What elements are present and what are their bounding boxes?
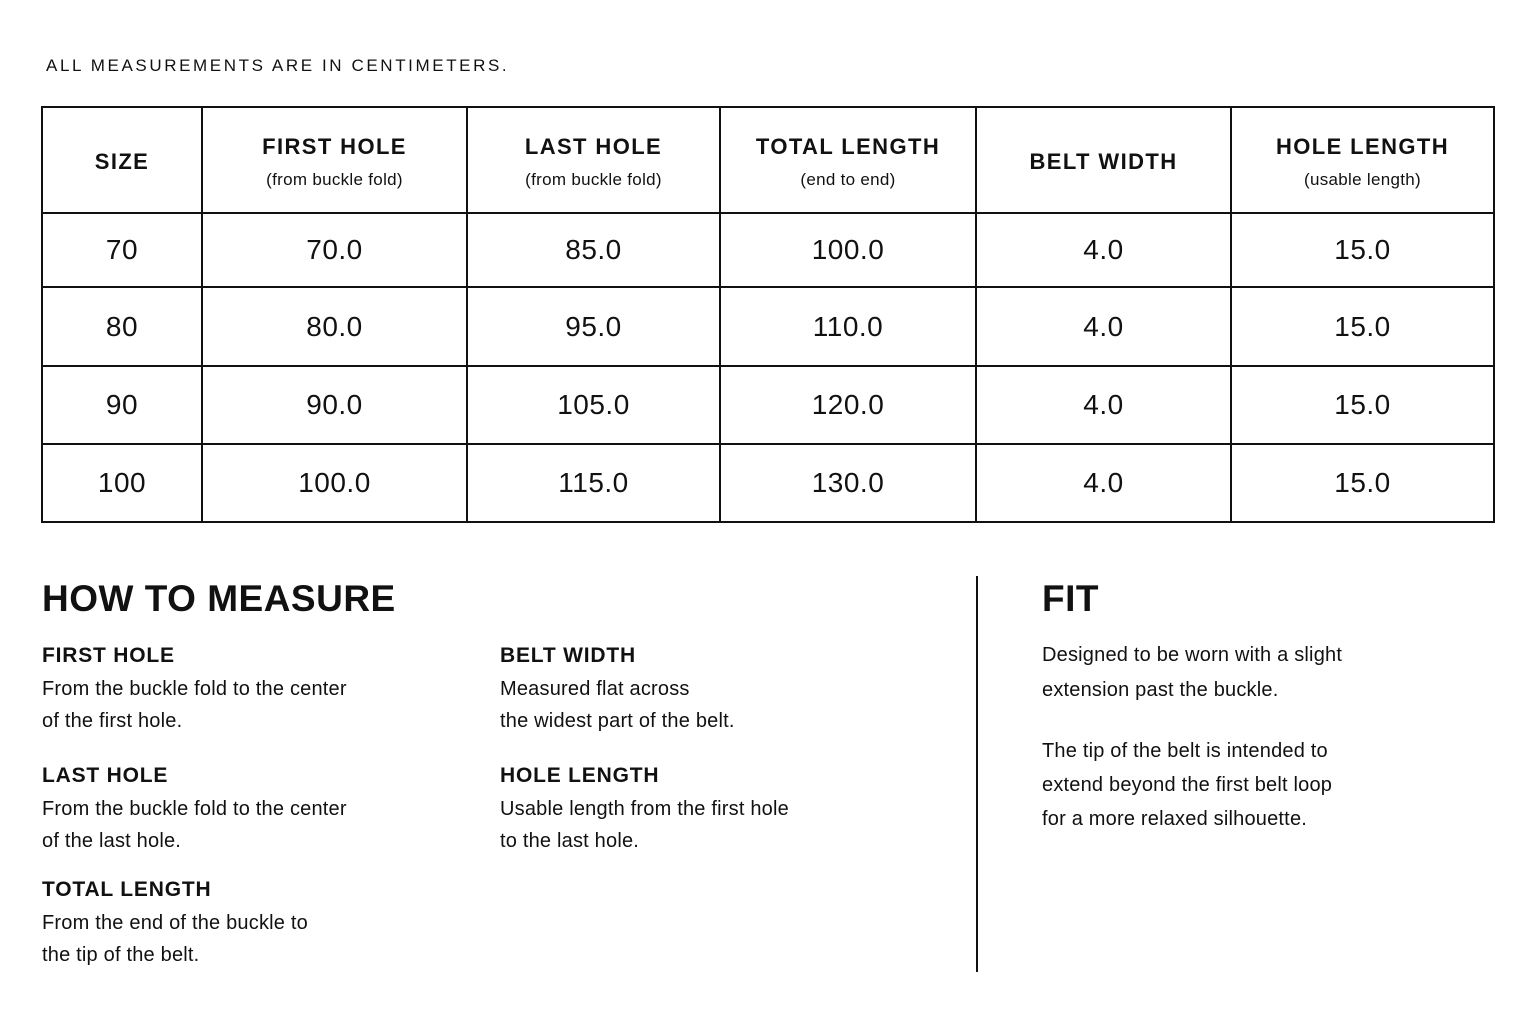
measure-description: From the buckle fold to the center of the last hole.	[42, 798, 347, 852]
table-row	[42, 444, 1494, 522]
measure-last-hole	[42, 763, 462, 857]
measure-hole-length	[500, 763, 920, 857]
header-label: HOLE LENGTH	[1275, 134, 1450, 159]
cell-last-hole: 115.0	[467, 444, 720, 522]
measure-description: Usable length from the first hole to the last hole.	[500, 798, 789, 852]
fit-paragraph: Designed to be worn with a slight extension past the buckle.	[1042, 644, 1343, 701]
header-sublabel: (from buckle fold)	[266, 170, 403, 189]
header-label: BELT WIDTH	[1029, 149, 1178, 174]
cell-size: 90	[42, 366, 202, 444]
cell-belt-width: 4.0	[976, 213, 1231, 287]
measure-heading: BELT WIDTH	[500, 644, 636, 667]
cell-belt-width: 4.0	[976, 366, 1231, 444]
cell-size: 80	[42, 287, 202, 366]
header-sublabel: (from buckle fold)	[525, 170, 662, 189]
header-sublabel: (usable length)	[1304, 170, 1421, 189]
header-hole-length	[1231, 107, 1494, 213]
cell-last-hole: 85.0	[467, 213, 720, 287]
how-to-measure-title: HOW TO MEASURE	[42, 578, 396, 619]
cell-first-hole: 70.0	[202, 213, 467, 287]
header-label: TOTAL LENGTH	[755, 134, 941, 159]
table-header-row	[42, 107, 1494, 213]
measure-belt-width	[500, 643, 920, 737]
cell-hole-length: 15.0	[1231, 213, 1494, 287]
cell-total-length: 130.0	[720, 444, 976, 522]
measure-heading: TOTAL LENGTH	[42, 878, 212, 901]
cell-last-hole: 95.0	[467, 287, 720, 366]
cell-size: 70	[42, 213, 202, 287]
cell-belt-width: 4.0	[976, 444, 1231, 522]
header-sublabel: (end to end)	[800, 170, 896, 189]
header-first-hole	[202, 107, 467, 213]
cell-belt-width: 4.0	[976, 287, 1231, 366]
cell-total-length: 120.0	[720, 366, 976, 444]
measure-heading: HOLE LENGTH	[500, 764, 660, 787]
section-divider	[976, 576, 978, 972]
measure-description: From the end of the buckle to the tip of the belt.	[42, 912, 308, 966]
table-row	[42, 366, 1494, 444]
measure-description: Measured flat across the widest part of the belt.	[500, 678, 735, 732]
cell-first-hole: 80.0	[202, 287, 467, 366]
cell-total-length: 100.0	[720, 213, 976, 287]
fit-paragraph: The tip of the belt is intended to extend beyond the first belt loop for a more relaxed silhouette.	[1042, 740, 1333, 830]
cell-hole-length: 15.0	[1231, 287, 1494, 366]
header-last-hole	[467, 107, 720, 213]
size-chart-table	[41, 106, 1495, 523]
measure-heading: FIRST HOLE	[42, 644, 175, 667]
header-label: SIZE	[94, 149, 150, 174]
cell-last-hole: 105.0	[467, 366, 720, 444]
cell-hole-length: 15.0	[1231, 444, 1494, 522]
measure-total-length	[42, 877, 462, 971]
cell-first-hole: 90.0	[202, 366, 467, 444]
measure-heading: LAST HOLE	[42, 764, 169, 787]
header-belt-width	[976, 107, 1231, 213]
table-row	[42, 287, 1494, 366]
header-label: FIRST HOLE	[262, 134, 407, 159]
header-total-length	[720, 107, 976, 213]
header-label: LAST HOLE	[524, 134, 663, 159]
units-note: ALL MEASUREMENTS ARE IN CENTIMETERS.	[46, 56, 510, 75]
measure-first-hole	[42, 643, 462, 737]
fit-title: FIT	[1042, 578, 1099, 619]
measure-description: From the buckle fold to the center of the first hole.	[42, 678, 347, 732]
cell-first-hole: 100.0	[202, 444, 467, 522]
cell-total-length: 110.0	[720, 287, 976, 366]
table-row	[42, 213, 1494, 287]
cell-hole-length: 15.0	[1231, 366, 1494, 444]
cell-size: 100	[42, 444, 202, 522]
header-size	[42, 107, 202, 213]
